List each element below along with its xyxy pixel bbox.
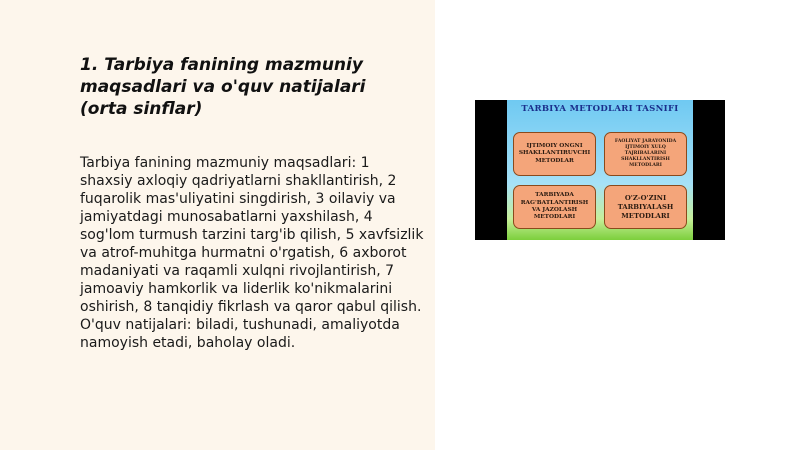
method-card-self-education: O'Z-O'ZINI TARBIYALASH METODLARI (604, 185, 687, 229)
method-card-reward-punishment: TARBIYADA RAG'BATLANTIRISH VA JAZOLASH METODLARI (513, 185, 596, 229)
slide-title: 1. Tarbiya fanining mazmuniy maqsadlari va o'quv natijalari (orta sinflar) (80, 55, 366, 119)
image-slide (507, 100, 693, 240)
image-title: TARBIYA METODLARI TASNIFI (521, 104, 679, 114)
method-card-social-behavior: FAOLIYAT JARAYONIDA IJTIMOIY XULQ TAJRIBALARINI SHAKLLANTIRISH METODLARI (604, 132, 687, 176)
methods-classification-image (475, 100, 725, 240)
method-card-social-consciousness: IJTIMOIY ONGNI SHAKLLANTIRUVCHI METODLAR (513, 132, 596, 176)
slide-body-text: Tarbiya fanining mazmuniy maqsadlari: 1 shaxsiy axloqiy qadriyatlarni shakllantirish, 2 fuqarolik mas'uliyatini singdirish, 3 oilaviy va jamiyatdagi munosabatlarni yaxshilash, 4 sog'lom turmush tarzini targ'ib qilish, 5 xavfsizlik va atrof-muhitga hurmatni o'rgatish, 6 axborot madaniyati va raqamli xulqni rivojlantirish, 7 jamoaviy hamkorlik va liderlik ko'nikmalarini oshirish, 8 tanqidiy fikrlash va qaror qabul qilish. O'quv natijalari: biladi, tushunadi, amaliyotda namoyish etadi, baholay oladi. (80, 155, 424, 351)
